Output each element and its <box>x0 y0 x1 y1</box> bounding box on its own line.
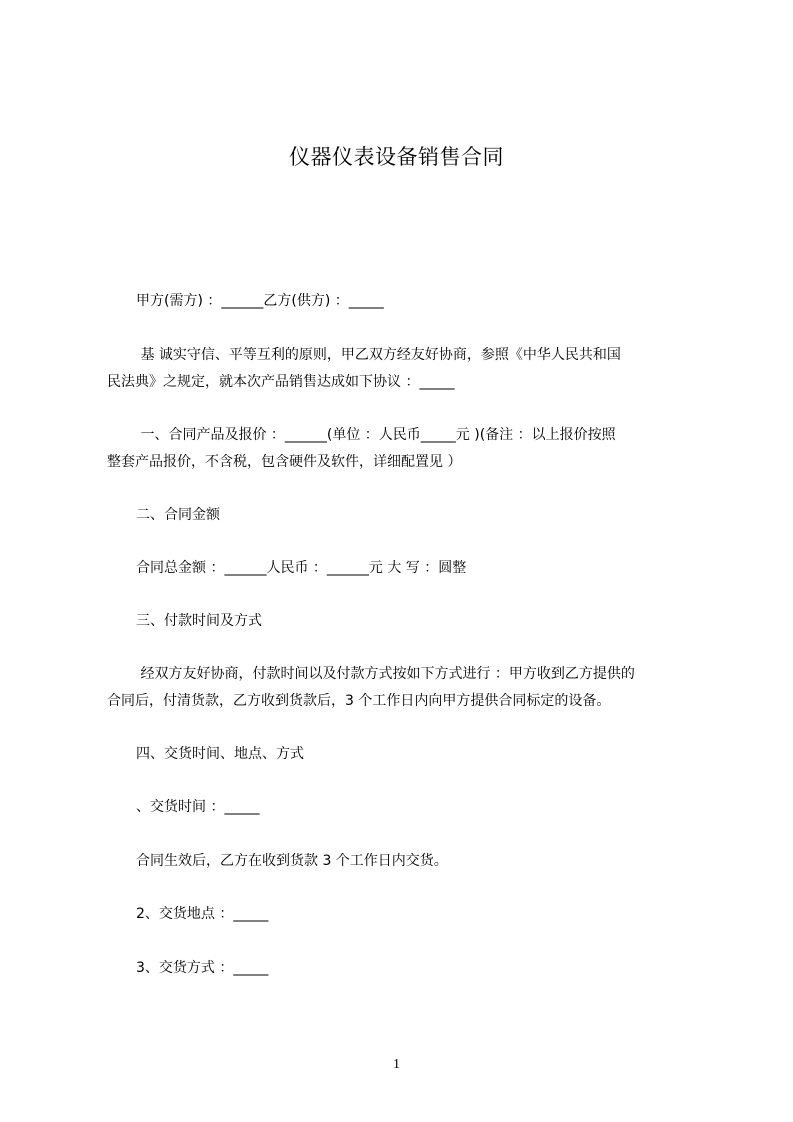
page-number: 1 <box>393 1057 400 1072</box>
delivery-time-line: 、交货时间 ：_____ <box>136 799 260 815</box>
delivery-after-effective-line: 合同生效后，乙方在收到货款 3 个工作日内交货。 <box>136 853 448 869</box>
delivery-method-line: 3、交货方式 ：_____ <box>136 960 269 976</box>
section-1-line-1: 一、合同产品及报价 ：______(单位 ：人民币_____元 )(备注 ：以上报价按照 <box>136 427 616 443</box>
delivery-place-line: 2、交货地点 ：_____ <box>136 906 269 922</box>
preamble-line-1: 基 诚实守信、平等互利的原则，甲乙双方经友好协商，参照《中华人民共和国 <box>136 347 621 363</box>
parties-line: 甲方(需方) ：______乙方(供方) ：_____ <box>136 293 384 309</box>
section-3-heading: 三、付款时间及方式 <box>136 613 262 629</box>
section-4-heading: 四、交货时间、地点、方式 <box>136 746 304 762</box>
page-title: 仪器仪表设备销售合同 <box>289 145 504 169</box>
section-1-line-2: 整套产品报价，不含税，包含硬件及软件，详细配置见 ） <box>107 454 462 470</box>
preamble-line-2: 民法典》之规定，就本次产品销售达成如下协议 ：_____ <box>107 374 455 390</box>
payment-line-1: 经双方友好协商，付款时间以及付款方式按如下方式进行 ：甲方收到乙方提供的 <box>136 666 635 682</box>
contract-amount-line: 合同总金额 ：______人民币 ：______元 大 写 ：圆整 <box>136 560 467 576</box>
section-2-heading: 二、合同金额 <box>136 507 220 523</box>
payment-line-2: 合同后，付清货款，乙方收到货款后，3 个工作日内向甲方提供合同标定的设备。 <box>107 693 611 709</box>
